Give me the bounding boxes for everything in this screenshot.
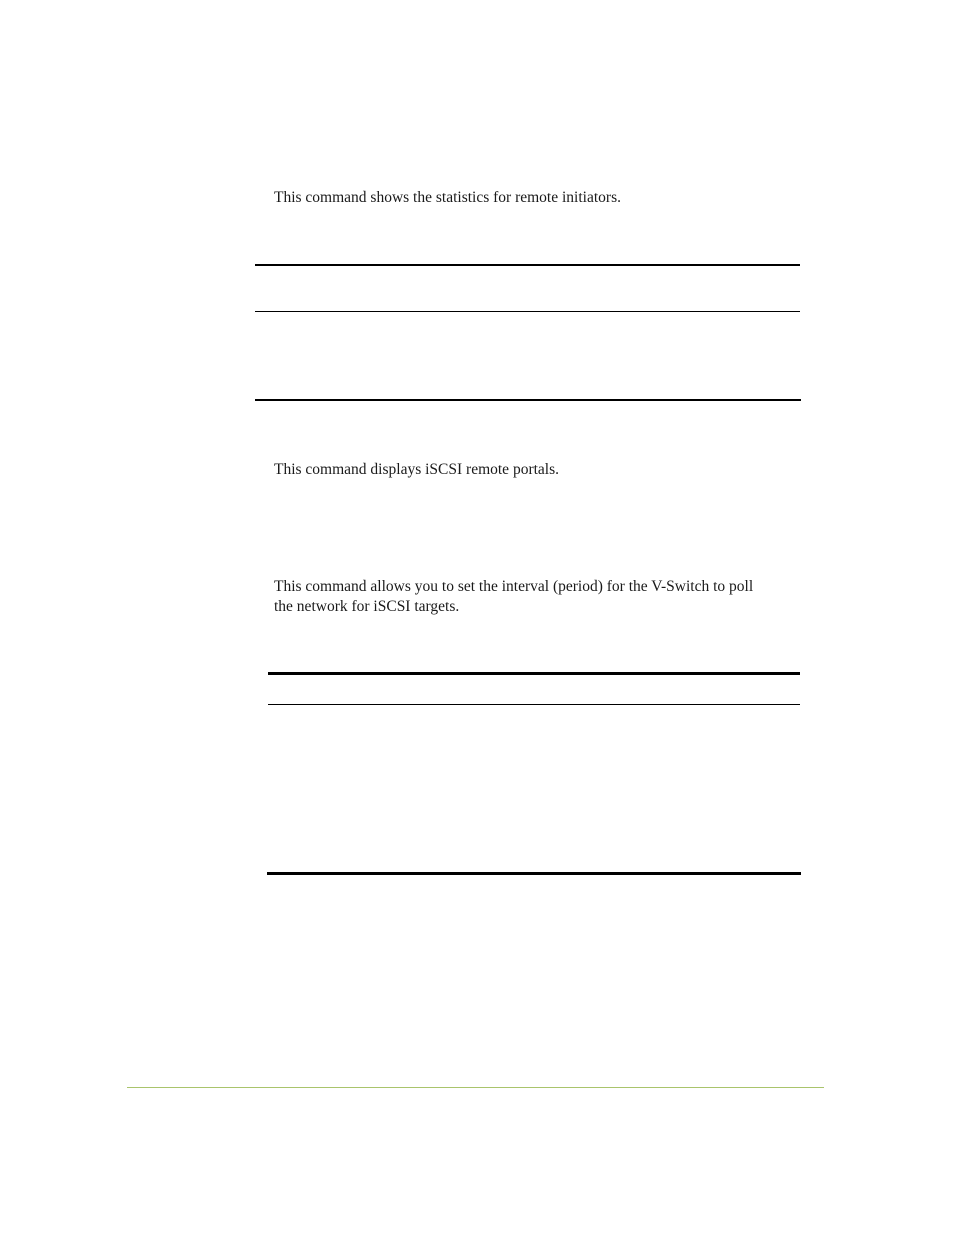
table-2-top-rule xyxy=(268,672,800,675)
poll-interval-description-line-2: the network for iSCSI targets. xyxy=(274,598,460,615)
poll-interval-description xyxy=(274,577,814,617)
table-2-header-rule xyxy=(268,704,800,705)
table-1-header-rule xyxy=(255,311,800,312)
table-1-top-rule xyxy=(255,264,800,266)
table-2-bottom-rule xyxy=(267,872,801,875)
table-1-bottom-rule xyxy=(255,399,801,401)
footer-rule xyxy=(127,1087,824,1088)
remote-portals-description: This command displays iSCSI remote portals. xyxy=(274,461,560,478)
poll-interval-description-line-1: This command allows you to set the interval (period) for the V-Switch to poll xyxy=(274,578,754,595)
remote-initiators-stats-description: This command shows the statistics for remote initiators. xyxy=(274,189,621,206)
